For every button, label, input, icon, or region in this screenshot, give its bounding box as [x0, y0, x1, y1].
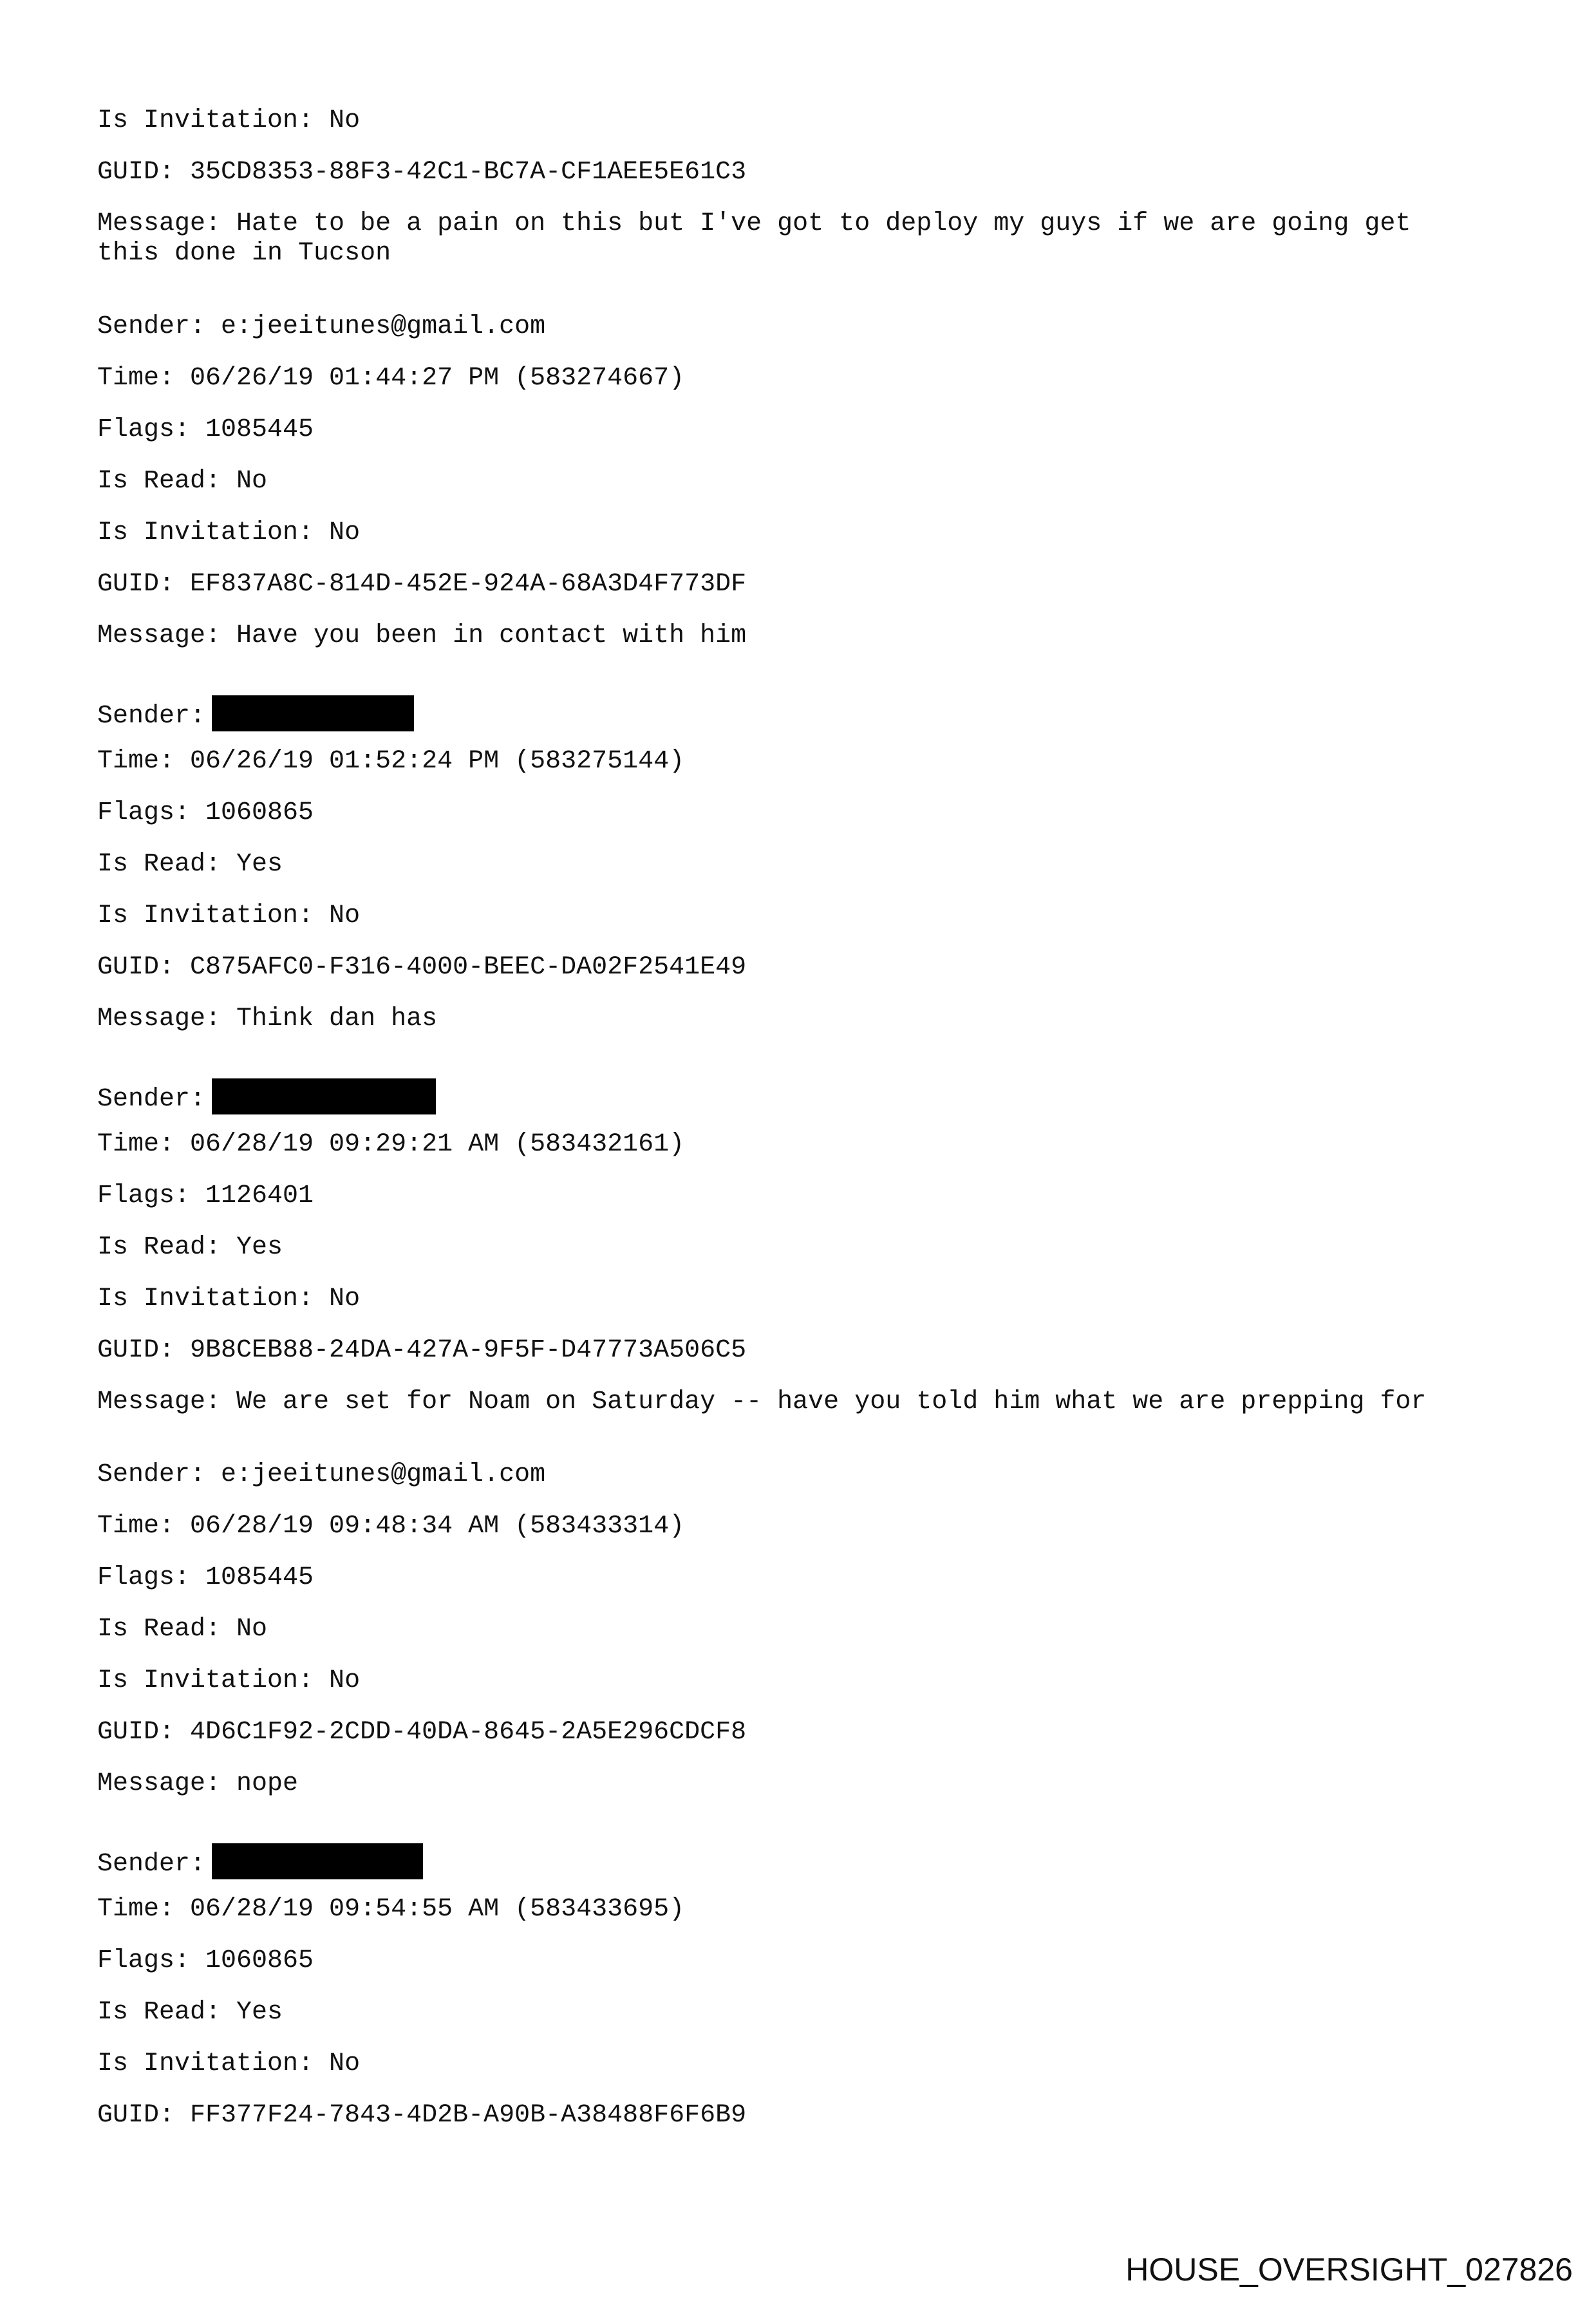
- record-time: Time: 06/28/19 09:29:21 AM (583432161): [97, 1130, 685, 1159]
- record-message: Message: Think dan has: [97, 1004, 438, 1033]
- record-sender: Sender: e:jeeitunes@gmail.com: [97, 1460, 546, 1489]
- record-time: Time: 06/26/19 01:44:27 PM (583274667): [97, 364, 685, 393]
- record-is-invitation: Is Invitation: No: [97, 1666, 361, 1695]
- record-sender: [97, 695, 414, 731]
- record-sender: [97, 1843, 423, 1879]
- sender-label: Sender:: [97, 1085, 206, 1114]
- record-message: Message: We are set for Noam on Saturday -- have you told him what we are prepping for: [97, 1387, 1427, 1416]
- record-message: Message: Have you been in contact with him: [97, 621, 747, 650]
- record-flags: Flags: 1126401: [97, 1181, 314, 1210]
- sender-label: Sender:: [97, 1850, 206, 1879]
- record-is-read: Is Read: Yes: [97, 1233, 283, 1262]
- record-guid: GUID: C875AFC0-F316-4000-BEEC-DA02F2541E49: [97, 953, 747, 982]
- record-time: Time: 06/26/19 01:52:24 PM (583275144): [97, 747, 685, 776]
- sender-label: Sender:: [97, 702, 206, 731]
- record-is-invitation: Is Invitation: No: [97, 106, 361, 135]
- record-message: Message: nope: [97, 1769, 299, 1798]
- record-is-invitation: Is Invitation: No: [97, 518, 361, 547]
- record-is-read: Is Read: Yes: [97, 1998, 283, 2027]
- redaction-box: [212, 1843, 423, 1879]
- record-is-read: Is Read: Yes: [97, 850, 283, 879]
- record-guid: GUID: 9B8CEB88-24DA-427A-9F5F-D47773A506C5: [97, 1336, 747, 1365]
- record-is-read: Is Read: No: [97, 467, 268, 496]
- record-sender: [97, 1078, 436, 1114]
- record-sender: Sender: e:jeeitunes@gmail.com: [97, 312, 546, 341]
- redaction-box: [212, 695, 414, 731]
- record-flags: Flags: 1085445: [97, 1563, 314, 1592]
- record-guid: GUID: EF837A8C-814D-452E-924A-68A3D4F773DF: [97, 570, 747, 599]
- record-flags: Flags: 1060865: [97, 798, 314, 827]
- record-flags: Flags: 1085445: [97, 415, 314, 444]
- record-time: Time: 06/28/19 09:48:34 AM (583433314): [97, 1512, 685, 1541]
- record-time: Time: 06/28/19 09:54:55 AM (583433695): [97, 1895, 685, 1924]
- record-flags: Flags: 1060865: [97, 1946, 314, 1975]
- record-guid: GUID: 4D6C1F92-2CDD-40DA-8645-2A5E296CDCF8: [97, 1718, 747, 1747]
- record-guid: GUID: 35CD8353-88F3-42C1-BC7A-CF1AEE5E61C3: [97, 158, 747, 187]
- bates-number: HOUSE_OVERSIGHT_027826: [1125, 2251, 1573, 2288]
- record-is-invitation: Is Invitation: No: [97, 1284, 361, 1313]
- redaction-box: [212, 1078, 436, 1114]
- record-is-invitation: Is Invitation: No: [97, 2049, 361, 2078]
- record-is-read: Is Read: No: [97, 1615, 268, 1644]
- record-is-invitation: Is Invitation: No: [97, 901, 361, 930]
- record-message: Message: Hate to be a pain on this but I've got to deploy my guys if we are going get this done in Tucson: [97, 209, 1411, 268]
- record-guid: GUID: FF377F24-7843-4D2B-A90B-A38488F6F6B9: [97, 2101, 747, 2130]
